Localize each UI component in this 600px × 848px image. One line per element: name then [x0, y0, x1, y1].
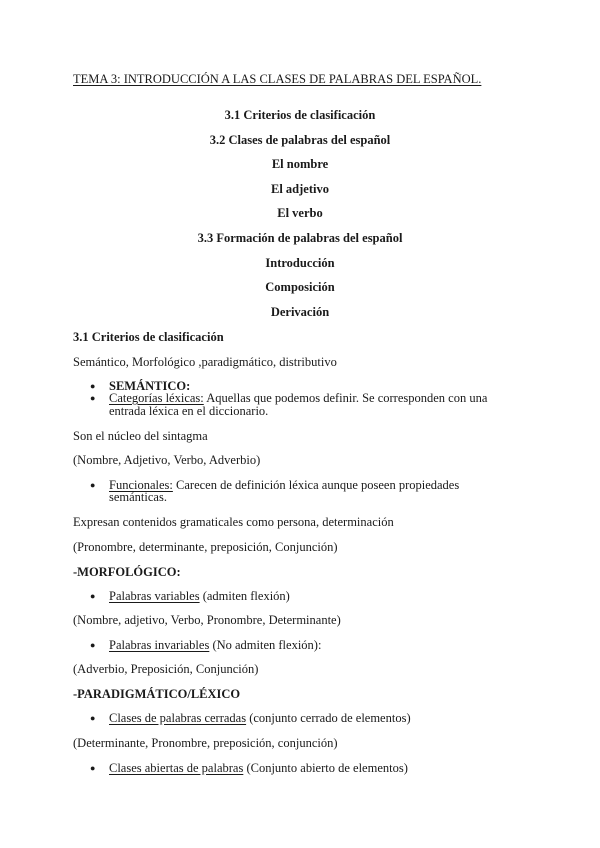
- semantico-label: SEMÁNTICO:: [109, 379, 191, 393]
- toc-item-formacion: 3.3 Formación de palabras del español: [197, 231, 403, 245]
- toc-item-introduccion: Introducción: [265, 256, 335, 270]
- toc-item-derivacion: Derivación: [270, 305, 330, 319]
- nucleo-line: Son el núcleo del sintagma: [73, 429, 208, 443]
- expresan-line: Expresan contenidos gramaticales como persona, determinación: [73, 515, 394, 529]
- cerradas-examples: (Determinante, Pronombre, preposición, conjunción): [73, 736, 338, 750]
- cerradas-line: [109, 711, 411, 725]
- bullet-icon: ●: [90, 480, 96, 490]
- bullet-icon: ●: [90, 763, 96, 773]
- funcionales-def-continued: semánticas.: [109, 490, 167, 504]
- lexicas-def: Aquellas que podemos definir. Se corresponden con una: [203, 391, 488, 405]
- cerradas-term: Clases de palabras cerradas: [109, 711, 247, 725]
- bullet-icon: ●: [90, 393, 96, 403]
- invariables-term: Palabras invariables: [109, 638, 210, 652]
- variables-line: [109, 589, 290, 603]
- toc-item-criterios: 3.1 Criterios de clasificación: [224, 108, 376, 122]
- lexicas-def-continued: entrada léxica en el diccionario.: [109, 404, 269, 418]
- variables-examples: (Nombre, adjetivo, Verbo, Pronombre, Determinante): [73, 613, 341, 627]
- funcionales-examples: (Pronombre, determinante, preposición, Conjunción): [73, 540, 338, 554]
- abiertas-term: Clases abiertas de palabras: [109, 761, 244, 775]
- toc-item-composicion: Composición: [265, 280, 335, 294]
- abiertas-line: [109, 761, 408, 775]
- section-heading: 3.1 Criterios de clasificación: [73, 330, 224, 344]
- cerradas-def: (conjunto cerrado de elementos): [246, 711, 411, 725]
- invariables-line: [109, 638, 321, 652]
- morfologico-label: -MORFOLÓGICO:: [73, 565, 181, 579]
- bullet-icon: ●: [90, 713, 96, 723]
- toc-item-verbo: El verbo: [277, 206, 323, 220]
- bullet-icon: ●: [90, 640, 96, 650]
- abiertas-def: (Conjunto abierto de elementos): [243, 761, 408, 775]
- invariables-def: (No admiten flexión):: [209, 638, 322, 652]
- funcionales-def: Carecen de definición léxica aunque poseen propiedades: [172, 478, 460, 492]
- bullet-icon: ●: [90, 591, 96, 601]
- lexicas-examples: (Nombre, Adjetivo, Verbo, Adverbio): [73, 453, 261, 467]
- variables-def: (admiten flexión): [199, 589, 290, 603]
- criteria-line: Semántico, Morfológico ,paradigmático, distributivo: [73, 355, 337, 369]
- variables-term: Palabras variables: [109, 589, 200, 603]
- toc-item-nombre: El nombre: [271, 157, 329, 171]
- toc-item-adjetivo: El adjetivo: [271, 182, 329, 196]
- invariables-examples: (Adverbio, Preposición, Conjunción): [73, 662, 259, 676]
- lexicas-term: Categorías léxicas:: [109, 391, 204, 405]
- toc-item-clases: 3.2 Clases de palabras del español: [209, 133, 391, 147]
- paradigmatico-label: -PARADIGMÁTICO/LÉXICO: [73, 687, 241, 701]
- funcionales-term: Funcionales:: [109, 478, 173, 492]
- document-title: TEMA 3: INTRODUCCIÓN A LAS CLASES DE PALABRAS DEL ESPAÑOL.: [73, 72, 482, 86]
- bullet-icon: ●: [90, 381, 96, 391]
